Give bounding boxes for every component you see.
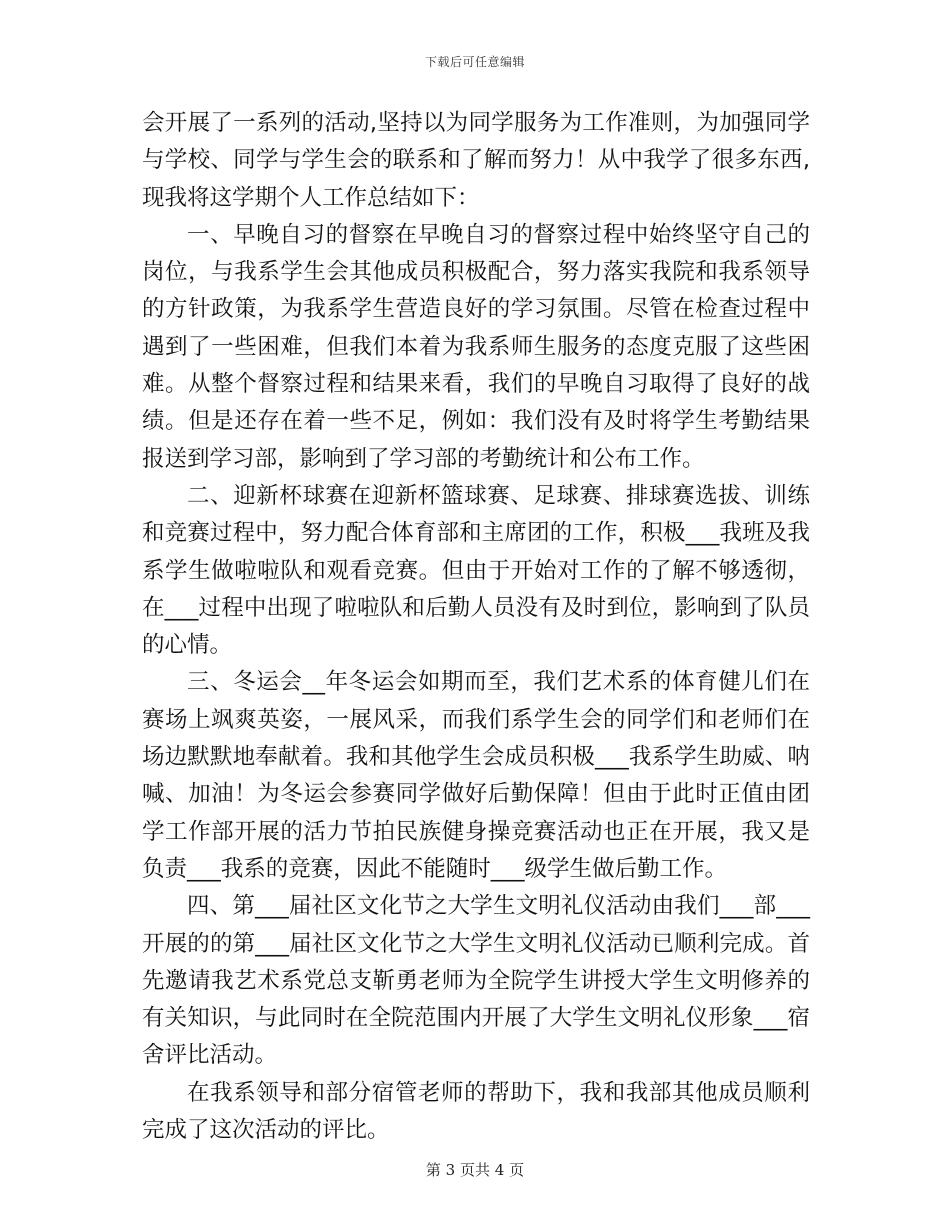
document-body [142, 105, 810, 1149]
paragraph-closing: 在我系领导和部分宿管老师的帮助下，我和我部其他成员顺利完成了这次活动的评比。 [142, 1079, 810, 1144]
paragraph-welcome-cup: 二、迎新杯球赛在迎新杯篮球赛、足球赛、排球赛选拔、训练和竞赛过程中，努力配合体育部和主席团的工作，积极___我班及我系学生做啦啦队和观看竞赛。但由于开始对工作的了解不够透彻，在___过程中出现了啦啦队和后勤人员没有及时到位，影响到了队员的心情。 [142, 482, 810, 659]
paragraph-intro: 会开展了一系列的活动,坚持以为同学服务为工作准则，为加强同学与学校、同学与学生会的联系和了解而努力！从中我学了很多东西,现我将这学期个人工作总结如下： [142, 110, 810, 211]
paragraph-culture-festival: 四、第___届社区文化节之大学生文明礼仪活动由我们___部___开展的的第___届社区文化节之大学生文明礼仪活动已顺利完成。首先邀请我艺术系党总支靳勇老师为全院学生讲授大学生文明修养的有关知识，与此同时在全院范围内开展了大学生文明礼仪形象___宿舍评比活动。 [142, 893, 810, 1069]
page-footer: 第 3 页共 4 页 [425, 1161, 525, 1179]
paragraph-winter-games: 三、冬运会__年冬运会如期而至，我们艺术系的体育健儿们在赛场上飒爽英姿，一展风采，而我们系学生会的同学们和老师们在场边默默地奉献着。我和其他学生会成员积极___我系学生助威、呐喊、加油！为冬运会参赛同学做好后勤保障！但由于此时正值由团学工作部开展的活力节拍民族健身操竞赛活动也正在开展，我又是负责___我系的竞赛，因此不能随时___级学生做后勤工作。 [142, 669, 810, 882]
page-header: 下载后可任意编辑 [424, 55, 525, 69]
paragraph-self-study-inspection: 一、早晚自习的督察在早晚自习的督察过程中始终坚守自己的岗位，与我系学生会其他成员积极配合，努力落实我院和我系领导的方针政策，为我系学生营造良好的学习氛围。尽管在检查过程中遇到了一些困难，但我们本着为我系师生服务的态度克服了这些困难。从整个督察过程和结果来看，我们的早晚自习取得了良好的战绩。但是还存在着一些不足，例如：我们没有及时将学生考勤结果报送到学习部，影响到了学习部的考勤统计和公布工作。 [142, 221, 810, 472]
